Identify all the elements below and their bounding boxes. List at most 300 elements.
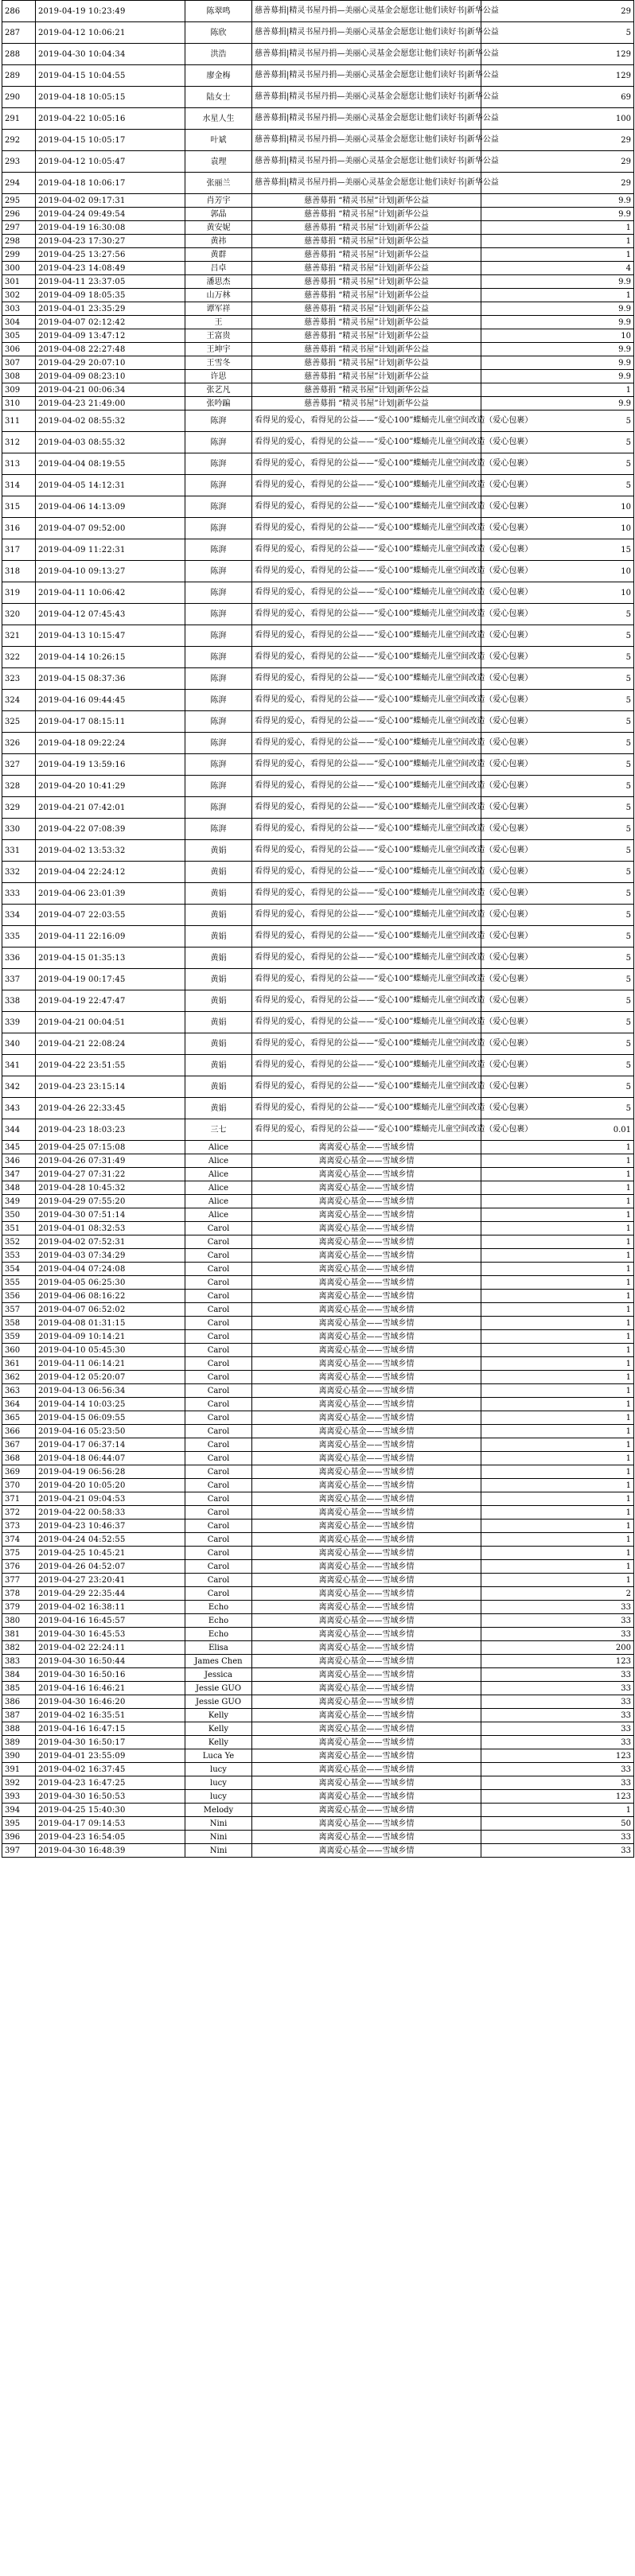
donation-time-cell: 2019-04-30 16:50:53 xyxy=(36,1790,185,1804)
donor-name-cell: 陈湃 xyxy=(185,776,252,797)
row-number-cell: 339 xyxy=(2,1012,36,1033)
table-row xyxy=(2,289,634,302)
row-number-cell: 385 xyxy=(2,1682,36,1695)
donor-name-cell: Carol xyxy=(185,1479,252,1492)
project-name-cell: 看得见的爱心，看得见的公益——“爱心100”蝶蛹壳儿童空间改造（爱心包裹） xyxy=(252,539,481,561)
donor-name-cell: 黄娟 xyxy=(185,948,252,969)
table-row xyxy=(2,883,634,905)
row-number-cell: 353 xyxy=(2,1249,36,1263)
table-row xyxy=(2,1601,634,1614)
donor-name-cell: Carol xyxy=(185,1574,252,1587)
table-row xyxy=(2,1520,634,1533)
amount-cell: 29 xyxy=(481,151,634,173)
project-name-cell: 慈善募捐 “精灵书屋”计划|新华公益 xyxy=(252,316,481,329)
table-row xyxy=(2,1763,634,1776)
table-row xyxy=(2,1628,634,1641)
donation-time-cell: 2019-04-01 23:55:09 xyxy=(36,1749,185,1763)
donation-time-cell: 2019-04-23 23:15:14 xyxy=(36,1076,185,1098)
donor-name-cell: 陈湃 xyxy=(185,711,252,733)
project-name-cell: 离离爱心基金——雪域乡情 xyxy=(252,1303,481,1317)
project-name-cell: 离离爱心基金——雪域乡情 xyxy=(252,1438,481,1452)
donation-time-cell: 2019-04-23 17:30:27 xyxy=(36,235,185,248)
donor-name-cell: 陈湃 xyxy=(185,754,252,776)
donor-name-cell: Kelly xyxy=(185,1709,252,1722)
project-name-cell: 看得见的爱心，看得见的公益——“爱心100”蝶蛹壳儿童空间改造（爱心包裹） xyxy=(252,1119,481,1141)
amount-cell: 5 xyxy=(481,862,634,883)
donation-time-cell: 2019-04-27 07:31:22 xyxy=(36,1168,185,1181)
donor-name-cell: Carol xyxy=(185,1560,252,1574)
project-name-cell: 看得见的爱心，看得见的公益——“爱心100”蝶蛹壳儿童空间改造（爱心包裹） xyxy=(252,668,481,690)
amount-cell: 1 xyxy=(481,1452,634,1465)
donor-name-cell: 黄群 xyxy=(185,248,252,262)
row-number-cell: 290 xyxy=(2,87,36,108)
table-row xyxy=(2,1736,634,1749)
donation-time-cell: 2019-04-30 16:46:20 xyxy=(36,1695,185,1709)
donor-name-cell: 吕卓 xyxy=(185,262,252,275)
amount-cell: 33 xyxy=(481,1763,634,1776)
project-name-cell: 看得见的爱心，看得见的公益——“爱心100”蝶蛹壳儿童空间改造（爱心包裹） xyxy=(252,582,481,604)
donation-time-cell: 2019-04-07 02:12:42 xyxy=(36,316,185,329)
amount-cell: 2 xyxy=(481,1587,634,1601)
donor-name-cell: 廖金梅 xyxy=(185,65,252,87)
donation-time-cell: 2019-04-25 10:45:21 xyxy=(36,1547,185,1560)
donor-name-cell: 陈湃 xyxy=(185,453,252,475)
donation-time-cell: 2019-04-02 08:55:32 xyxy=(36,411,185,432)
donor-name-cell: 山万林 xyxy=(185,289,252,302)
amount-cell: 0.01 xyxy=(481,1119,634,1141)
donor-name-cell: Carol xyxy=(185,1330,252,1344)
amount-cell: 5 xyxy=(481,647,634,668)
table-row xyxy=(2,1655,634,1668)
row-number-cell: 300 xyxy=(2,262,36,275)
donor-name-cell: Carol xyxy=(185,1276,252,1290)
amount-cell: 5 xyxy=(481,926,634,948)
donor-name-cell: Alice xyxy=(185,1195,252,1208)
amount-cell: 5 xyxy=(481,754,634,776)
donation-time-cell: 2019-04-02 16:37:45 xyxy=(36,1763,185,1776)
table-row xyxy=(2,208,634,221)
project-name-cell: 慈善募捐 “精灵书屋”计划|新华公益 xyxy=(252,208,481,221)
donation-time-cell: 2019-04-09 13:47:12 xyxy=(36,329,185,343)
donor-name-cell: 陆女士 xyxy=(185,87,252,108)
amount-cell: 1 xyxy=(481,1168,634,1181)
donor-name-cell: Carol xyxy=(185,1425,252,1438)
row-number-cell: 376 xyxy=(2,1560,36,1574)
donor-name-cell: 陈湃 xyxy=(185,625,252,647)
row-number-cell: 356 xyxy=(2,1290,36,1303)
donor-name-cell: 三七 xyxy=(185,1119,252,1141)
donor-name-cell: 陈湃 xyxy=(185,582,252,604)
project-name-cell: 离离爱心基金——雪域乡情 xyxy=(252,1722,481,1736)
amount-cell: 9.9 xyxy=(481,208,634,221)
donor-name-cell: lucy xyxy=(185,1790,252,1804)
row-number-cell: 350 xyxy=(2,1208,36,1222)
project-name-cell: 慈善募捐|精灵书屋丹捐—美丽心灵基金会愿您让他们读好书|新华公益 xyxy=(252,173,481,194)
amount-cell: 10 xyxy=(481,496,634,518)
table-row xyxy=(2,453,634,475)
donation-time-cell: 2019-04-01 08:32:53 xyxy=(36,1222,185,1235)
row-number-cell: 351 xyxy=(2,1222,36,1235)
donor-name-cell: 陈湃 xyxy=(185,518,252,539)
project-name-cell: 慈善募捐|精灵书屋丹捐—美丽心灵基金会愿您让他们读好书|新华公益 xyxy=(252,130,481,151)
project-name-cell: 看得见的爱心，看得见的公益——“爱心100”蝶蛹壳儿童空间改造（爱心包裹） xyxy=(252,1033,481,1055)
donation-time-cell: 2019-04-11 23:37:05 xyxy=(36,275,185,289)
row-number-cell: 292 xyxy=(2,130,36,151)
row-number-cell: 352 xyxy=(2,1235,36,1249)
row-number-cell: 336 xyxy=(2,948,36,969)
donor-name-cell: 黄安妮 xyxy=(185,221,252,235)
donation-time-cell: 2019-04-09 10:14:21 xyxy=(36,1330,185,1344)
amount-cell: 123 xyxy=(481,1790,634,1804)
donation-time-cell: 2019-04-23 21:49:00 xyxy=(36,397,185,411)
project-name-cell: 离离爱心基金——雪域乡情 xyxy=(252,1533,481,1547)
row-number-cell: 341 xyxy=(2,1055,36,1076)
project-name-cell: 慈善募捐 “精灵书屋”计划|新华公益 xyxy=(252,221,481,235)
table-row xyxy=(2,87,634,108)
table-row xyxy=(2,1098,634,1119)
amount-cell: 129 xyxy=(481,65,634,87)
project-name-cell: 慈善募捐|精灵书屋丹捐—美丽心灵基金会愿您让他们读好书|新华公益 xyxy=(252,65,481,87)
amount-cell: 33 xyxy=(481,1722,634,1736)
amount-cell: 4 xyxy=(481,262,634,275)
table-row xyxy=(2,302,634,316)
donor-name-cell: 黄娟 xyxy=(185,969,252,990)
amount-cell: 33 xyxy=(481,1668,634,1682)
project-name-cell: 慈善募捐|精灵书屋丹捐—美丽心灵基金会愿您让他们读好书|新华公益 xyxy=(252,87,481,108)
table-row xyxy=(2,22,634,44)
table-row xyxy=(2,1141,634,1154)
amount-cell: 1 xyxy=(481,1804,634,1817)
row-number-cell: 344 xyxy=(2,1119,36,1141)
row-number-cell: 337 xyxy=(2,969,36,990)
donor-name-cell: 洪浩 xyxy=(185,44,252,65)
amount-cell: 9.9 xyxy=(481,343,634,356)
donor-name-cell: 黄娟 xyxy=(185,905,252,926)
donation-time-cell: 2019-04-20 10:41:29 xyxy=(36,776,185,797)
row-number-cell: 328 xyxy=(2,776,36,797)
table-row xyxy=(2,819,634,840)
amount-cell: 1 xyxy=(481,1465,634,1479)
donor-name-cell: Carol xyxy=(185,1371,252,1384)
row-number-cell: 315 xyxy=(2,496,36,518)
donor-name-cell: 王 xyxy=(185,316,252,329)
donation-time-cell: 2019-04-08 01:31:15 xyxy=(36,1317,185,1330)
donation-time-cell: 2019-04-17 06:37:14 xyxy=(36,1438,185,1452)
row-number-cell: 363 xyxy=(2,1384,36,1398)
donation-time-cell: 2019-04-23 18:03:23 xyxy=(36,1119,185,1141)
project-name-cell: 慈善募捐 “精灵书屋”计划|新华公益 xyxy=(252,329,481,343)
table-row xyxy=(2,625,634,647)
amount-cell: 129 xyxy=(481,44,634,65)
donation-time-cell: 2019-04-20 10:05:20 xyxy=(36,1479,185,1492)
row-number-cell: 366 xyxy=(2,1425,36,1438)
row-number-cell: 334 xyxy=(2,905,36,926)
donor-name-cell: 许思 xyxy=(185,370,252,383)
donation-time-cell: 2019-04-19 00:17:45 xyxy=(36,969,185,990)
table-row xyxy=(2,411,634,432)
donor-name-cell: 黄娟 xyxy=(185,862,252,883)
project-name-cell: 看得见的爱心，看得见的公益——“爱心100”蝶蛹壳儿童空间改造（爱心包裹） xyxy=(252,926,481,948)
table-row xyxy=(2,926,634,948)
amount-cell: 5 xyxy=(481,604,634,625)
amount-cell: 1 xyxy=(481,289,634,302)
donor-name-cell: Echo xyxy=(185,1601,252,1614)
amount-cell: 5 xyxy=(481,776,634,797)
donation-time-cell: 2019-04-02 16:38:11 xyxy=(36,1601,185,1614)
project-name-cell: 慈善募捐 “精灵书屋”计划|新华公益 xyxy=(252,356,481,370)
amount-cell: 5 xyxy=(481,733,634,754)
row-number-cell: 320 xyxy=(2,604,36,625)
amount-cell: 9.9 xyxy=(481,316,634,329)
table-row xyxy=(2,496,634,518)
amount-cell: 5 xyxy=(481,432,634,453)
donor-name-cell: Echo xyxy=(185,1628,252,1641)
project-name-cell: 慈善募捐|精灵书屋丹捐—美丽心灵基金会愿您让他们读好书|新华公益 xyxy=(252,108,481,130)
row-number-cell: 325 xyxy=(2,711,36,733)
amount-cell: 29 xyxy=(481,1,634,22)
row-number-cell: 381 xyxy=(2,1628,36,1641)
amount-cell: 33 xyxy=(481,1736,634,1749)
project-name-cell: 离离爱心基金——雪域乡情 xyxy=(252,1168,481,1181)
donation-time-cell: 2019-04-19 13:59:16 xyxy=(36,754,185,776)
row-number-cell: 301 xyxy=(2,275,36,289)
donation-time-cell: 2019-04-23 10:46:37 xyxy=(36,1520,185,1533)
donor-name-cell: lucy xyxy=(185,1763,252,1776)
donor-name-cell: 陈欣 xyxy=(185,22,252,44)
donation-time-cell: 2019-04-25 07:15:08 xyxy=(36,1141,185,1154)
donation-time-cell: 2019-04-15 06:09:55 xyxy=(36,1411,185,1425)
row-number-cell: 348 xyxy=(2,1181,36,1195)
donor-name-cell: Carol xyxy=(185,1492,252,1506)
row-number-cell: 394 xyxy=(2,1804,36,1817)
donation-time-cell: 2019-04-18 09:22:24 xyxy=(36,733,185,754)
donor-name-cell: 陈湃 xyxy=(185,432,252,453)
amount-cell: 33 xyxy=(481,1695,634,1709)
table-row xyxy=(2,1668,634,1682)
row-number-cell: 377 xyxy=(2,1574,36,1587)
table-row xyxy=(2,173,634,194)
row-number-cell: 343 xyxy=(2,1098,36,1119)
table-row xyxy=(2,1641,634,1655)
project-name-cell: 离离爱心基金——雪域乡情 xyxy=(252,1465,481,1479)
table-row xyxy=(2,1438,634,1452)
table-row xyxy=(2,1222,634,1235)
amount-cell: 5 xyxy=(481,668,634,690)
donation-time-cell: 2019-04-30 10:04:34 xyxy=(36,44,185,65)
row-number-cell: 323 xyxy=(2,668,36,690)
amount-cell: 1 xyxy=(481,1208,634,1222)
table-row xyxy=(2,1695,634,1709)
table-row xyxy=(2,1804,634,1817)
table-row xyxy=(2,668,634,690)
donation-time-cell: 2019-04-22 23:51:55 xyxy=(36,1055,185,1076)
donation-time-cell: 2019-04-11 22:16:09 xyxy=(36,926,185,948)
table-row xyxy=(2,1235,634,1249)
donation-time-cell: 2019-04-26 07:31:49 xyxy=(36,1154,185,1168)
project-name-cell: 慈善募捐 “精灵书屋”计划|新华公益 xyxy=(252,343,481,356)
table-row xyxy=(2,1195,634,1208)
amount-cell: 1 xyxy=(481,1411,634,1425)
project-name-cell: 离离爱心基金——雪域乡情 xyxy=(252,1235,481,1249)
row-number-cell: 393 xyxy=(2,1790,36,1804)
row-number-cell: 384 xyxy=(2,1668,36,1682)
project-name-cell: 看得见的爱心，看得见的公益——“爱心100”蝶蛹壳儿童空间改造（爱心包裹） xyxy=(252,905,481,926)
donor-name-cell: 黄娟 xyxy=(185,883,252,905)
project-name-cell: 看得见的爱心，看得见的公益——“爱心100”蝶蛹壳儿童空间改造（爱心包裹） xyxy=(252,1098,481,1119)
donation-time-cell: 2019-04-09 08:23:10 xyxy=(36,370,185,383)
project-name-cell: 离离爱心基金——雪域乡情 xyxy=(252,1208,481,1222)
project-name-cell: 看得见的爱心，看得见的公益——“爱心100”蝶蛹壳儿童空间改造（爱心包裹） xyxy=(252,948,481,969)
donation-time-cell: 2019-04-07 06:52:02 xyxy=(36,1303,185,1317)
amount-cell: 5 xyxy=(481,1055,634,1076)
donation-time-cell: 2019-04-02 09:17:31 xyxy=(36,194,185,208)
row-number-cell: 316 xyxy=(2,518,36,539)
donation-time-cell: 2019-04-15 10:05:17 xyxy=(36,130,185,151)
row-number-cell: 395 xyxy=(2,1817,36,1831)
row-number-cell: 307 xyxy=(2,356,36,370)
table-row xyxy=(2,475,634,496)
project-name-cell: 看得见的爱心，看得见的公益——“爱心100”蝶蛹壳儿童空间改造（爱心包裹） xyxy=(252,883,481,905)
donation-time-cell: 2019-04-16 09:44:45 xyxy=(36,690,185,711)
donation-time-cell: 2019-04-21 00:04:51 xyxy=(36,1012,185,1033)
project-name-cell: 离离爱心基金——雪域乡情 xyxy=(252,1371,481,1384)
donation-time-cell: 2019-04-21 07:42:01 xyxy=(36,797,185,819)
amount-cell: 1 xyxy=(481,1276,634,1290)
donor-name-cell: Jessica xyxy=(185,1668,252,1682)
table-row xyxy=(2,343,634,356)
project-name-cell: 离离爱心基金——雪域乡情 xyxy=(252,1181,481,1195)
table-row xyxy=(2,1587,634,1601)
row-number-cell: 296 xyxy=(2,208,36,221)
amount-cell: 1 xyxy=(481,1533,634,1547)
amount-cell: 5 xyxy=(481,1076,634,1098)
project-name-cell: 离离爱心基金——雪域乡情 xyxy=(252,1695,481,1709)
donation-table-body xyxy=(2,1,634,1858)
row-number-cell: 324 xyxy=(2,690,36,711)
donor-name-cell: Carol xyxy=(185,1384,252,1398)
row-number-cell: 359 xyxy=(2,1330,36,1344)
amount-cell: 5 xyxy=(481,1012,634,1033)
table-row xyxy=(2,1168,634,1181)
table-row xyxy=(2,44,634,65)
row-number-cell: 322 xyxy=(2,647,36,668)
table-row xyxy=(2,561,634,582)
project-name-cell: 慈善募捐 “精灵书屋”计划|新华公益 xyxy=(252,289,481,302)
row-number-cell: 291 xyxy=(2,108,36,130)
amount-cell: 10 xyxy=(481,518,634,539)
donor-name-cell: 黄娟 xyxy=(185,1033,252,1055)
donor-name-cell: Luca Ye xyxy=(185,1749,252,1763)
donation-time-cell: 2019-04-30 16:50:16 xyxy=(36,1668,185,1682)
donor-name-cell: 黄娟 xyxy=(185,1055,252,1076)
row-number-cell: 374 xyxy=(2,1533,36,1547)
donation-time-cell: 2019-04-25 15:40:30 xyxy=(36,1804,185,1817)
table-row xyxy=(2,1749,634,1763)
amount-cell: 1 xyxy=(481,1398,634,1411)
row-number-cell: 358 xyxy=(2,1317,36,1330)
amount-cell: 33 xyxy=(481,1614,634,1628)
amount-cell: 200 xyxy=(481,1641,634,1655)
amount-cell: 5 xyxy=(481,905,634,926)
project-name-cell: 慈善募捐|精灵书屋丹捐—美丽心灵基金会愿您让他们读好书|新华公益 xyxy=(252,22,481,44)
table-row xyxy=(2,1574,634,1587)
amount-cell: 5 xyxy=(481,948,634,969)
table-row xyxy=(2,151,634,173)
project-name-cell: 看得见的爱心，看得见的公益——“爱心100”蝶蛹壳儿童空间改造（爱心包裹） xyxy=(252,711,481,733)
amount-cell: 5 xyxy=(481,690,634,711)
row-number-cell: 318 xyxy=(2,561,36,582)
amount-cell: 33 xyxy=(481,1601,634,1614)
amount-cell: 5 xyxy=(481,711,634,733)
project-name-cell: 离离爱心基金——雪域乡情 xyxy=(252,1384,481,1398)
table-row xyxy=(2,432,634,453)
row-number-cell: 361 xyxy=(2,1357,36,1371)
donor-name-cell: 黄娟 xyxy=(185,1012,252,1033)
project-name-cell: 看得见的爱心，看得见的公益——“爱心100”蝶蛹壳儿童空间改造（爱心包裹） xyxy=(252,453,481,475)
table-row xyxy=(2,316,634,329)
amount-cell: 29 xyxy=(481,130,634,151)
amount-cell: 10 xyxy=(481,561,634,582)
project-name-cell: 离离爱心基金——雪域乡情 xyxy=(252,1506,481,1520)
project-name-cell: 慈善募捐|精灵书屋丹捐—美丽心灵基金会愿您让他们读好书|新华公益 xyxy=(252,44,481,65)
project-name-cell: 离离爱心基金——雪域乡情 xyxy=(252,1547,481,1560)
amount-cell: 1 xyxy=(481,248,634,262)
project-name-cell: 离离爱心基金——雪域乡情 xyxy=(252,1263,481,1276)
project-name-cell: 看得见的爱心，看得见的公益——“爱心100”蝶蛹壳儿童空间改造（爱心包裹） xyxy=(252,647,481,668)
donation-time-cell: 2019-04-01 23:35:29 xyxy=(36,302,185,316)
donor-name-cell: 张吟蹁 xyxy=(185,397,252,411)
amount-cell: 33 xyxy=(481,1682,634,1695)
project-name-cell: 离离爱心基金——雪域乡情 xyxy=(252,1195,481,1208)
row-number-cell: 371 xyxy=(2,1492,36,1506)
project-name-cell: 看得见的爱心，看得见的公益——“爱心100”蝶蛹壳儿童空间改造（爱心包裹） xyxy=(252,840,481,862)
amount-cell: 1 xyxy=(481,1547,634,1560)
row-number-cell: 386 xyxy=(2,1695,36,1709)
donation-time-cell: 2019-04-30 16:45:53 xyxy=(36,1628,185,1641)
donation-time-cell: 2019-04-15 10:04:55 xyxy=(36,65,185,87)
donation-time-cell: 2019-04-24 09:49:54 xyxy=(36,208,185,221)
amount-cell: 1 xyxy=(481,1195,634,1208)
donor-name-cell: Elisa xyxy=(185,1641,252,1655)
donation-time-cell: 2019-04-08 22:27:48 xyxy=(36,343,185,356)
project-name-cell: 看得见的爱心，看得见的公益——“爱心100”蝶蛹壳儿童空间改造（爱心包裹） xyxy=(252,819,481,840)
donor-name-cell: 陈湃 xyxy=(185,647,252,668)
amount-cell: 123 xyxy=(481,1749,634,1763)
donation-time-cell: 2019-04-05 06:25:30 xyxy=(36,1276,185,1290)
donor-name-cell: 肖芳宇 xyxy=(185,194,252,208)
donation-time-cell: 2019-04-12 07:45:43 xyxy=(36,604,185,625)
donation-time-cell: 2019-04-03 08:55:32 xyxy=(36,432,185,453)
donor-name-cell: James Chen xyxy=(185,1655,252,1668)
amount-cell: 9.9 xyxy=(481,302,634,316)
donor-name-cell: Alice xyxy=(185,1208,252,1222)
table-row xyxy=(2,1384,634,1398)
table-row xyxy=(2,1371,634,1384)
row-number-cell: 378 xyxy=(2,1587,36,1601)
table-row xyxy=(2,1055,634,1076)
donation-time-cell: 2019-04-11 10:06:42 xyxy=(36,582,185,604)
amount-cell: 1 xyxy=(481,221,634,235)
table-row xyxy=(2,1682,634,1695)
table-row xyxy=(2,969,634,990)
row-number-cell: 364 xyxy=(2,1398,36,1411)
donor-name-cell: 潘思杰 xyxy=(185,275,252,289)
donation-time-cell: 2019-04-21 22:08:24 xyxy=(36,1033,185,1055)
project-name-cell: 看得见的爱心，看得见的公益——“爱心100”蝶蛹壳儿童空间改造（爱心包裹） xyxy=(252,990,481,1012)
table-row xyxy=(2,248,634,262)
amount-cell: 1 xyxy=(481,1249,634,1263)
donation-time-cell: 2019-04-12 10:05:47 xyxy=(36,151,185,173)
